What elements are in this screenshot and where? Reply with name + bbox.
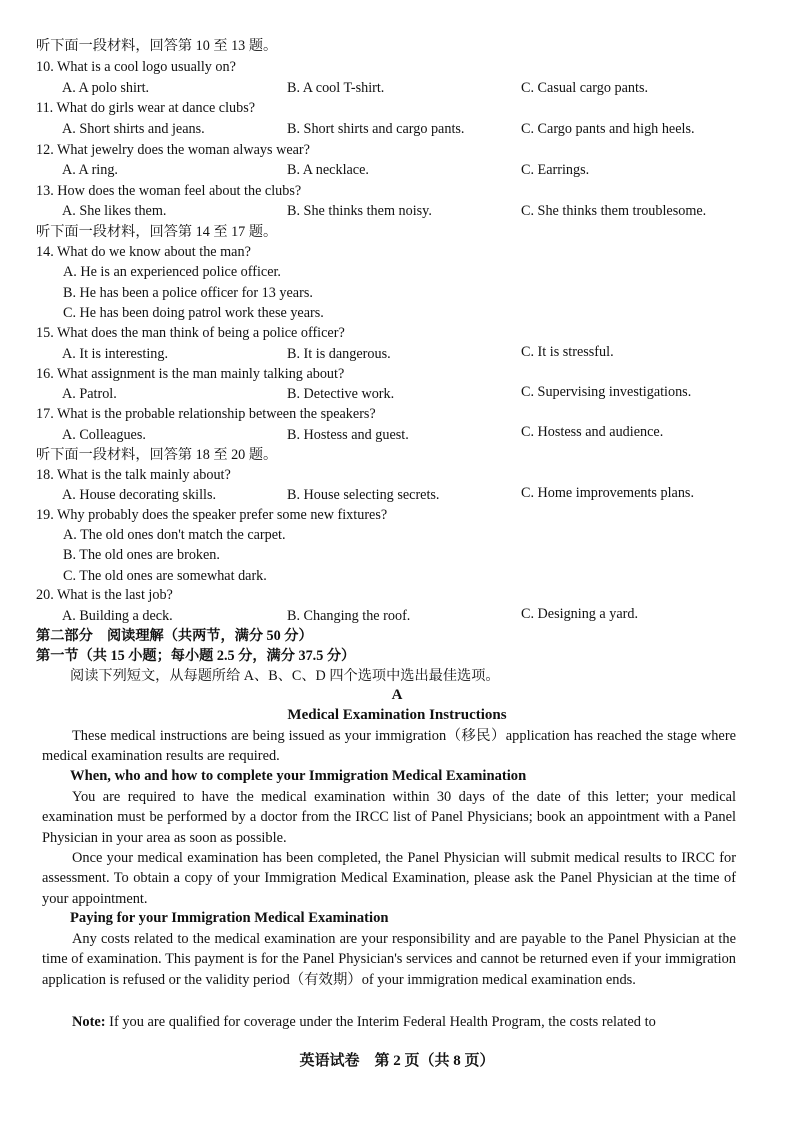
part-title: 第二部分 阅读理解（共两节，满分 50 分） — [36, 628, 313, 644]
question-text: 18. What is the talk mainly about? — [36, 467, 231, 483]
question-text: 20. What is the last job? — [36, 587, 173, 603]
option-a: A. House decorating skills. — [62, 487, 217, 503]
paragraph: You are required to have the medical examination within 30 days of the date of this letter; your medical examination must be performed by a doctor from the IRCC list of Panel Physicians; book an appointment with a Panel Physician in your area as soon as possible. — [42, 789, 736, 846]
section-intro: 听下面一段材料，回答第 10 至 13 题。 — [36, 38, 278, 54]
option-b: B. Short shirts and cargo pants. — [287, 121, 465, 137]
option-b: B. It is dangerous. — [287, 346, 391, 362]
option-a: A. Colleagues. — [62, 427, 146, 443]
option-a: A. It is interesting. — [62, 346, 168, 362]
paragraph: Any costs related to the medical examination are your responsibility and are payable to the Panel Physician at the time of examination. This payment is for the Panel Physician's services and cannot be returned even if your immigration application is refused or the validity period（有效期）of your immigration medical examination ends. — [42, 931, 736, 988]
question-text: 13. How does the woman feel about the clubs? — [36, 183, 302, 199]
option-a: A. She likes them. — [62, 203, 167, 219]
question-text: 19. Why probably does the speaker prefer some new fixtures? — [36, 507, 388, 523]
option-c: C. Casual cargo pants. — [521, 80, 649, 96]
subheading: Paying for your Immigration Medical Examination — [70, 910, 389, 926]
note-label: Note: — [72, 1014, 106, 1030]
section-intro: 听下面一段材料，回答第 14 至 17 题。 — [36, 224, 278, 240]
option-c: C. Hostess and audience. — [521, 424, 664, 440]
option-a: A. A ring. — [62, 162, 118, 178]
subheading: When, who and how to complete your Immigration Medical Examination — [70, 768, 527, 784]
option-c: C. Supervising investigations. — [521, 384, 692, 400]
option-a: A. Short shirts and jeans. — [62, 121, 205, 137]
option-b: B. House selecting secrets. — [287, 487, 440, 503]
paragraph: These medical instructions are being issued as your immigration（移民）application has reached the stage where medical examination results are required. — [42, 728, 736, 765]
option-a: A. Patrol. — [62, 386, 117, 402]
option-c: C. It is stressful. — [521, 344, 614, 360]
page-footer: 英语试卷 第 2 页（共 8 页） — [299, 1053, 495, 1069]
question-text: 15. What does the man think of being a police officer? — [36, 325, 345, 341]
section-intro: 听下面一段材料，回答第 18 至 20 题。 — [36, 447, 278, 463]
question-text: 17. What is the probable relationship between the speakers? — [36, 406, 376, 422]
passage-title: Medical Examination Instructions — [287, 707, 507, 723]
option-c: C. He has been doing patrol work these years. — [63, 305, 324, 321]
reading-instruction: 阅读下列短文，从每题所给 A、B、C、D 四个选项中选出最佳选项。 — [70, 668, 500, 684]
option-c: C. Designing a yard. — [521, 606, 639, 622]
paragraph: Once your medical examination has been completed, the Panel Physician will submit medical results to IRCC for assessment. To obtain a copy of your Immigration Medical Examination, please ask the Panel Physician at the time of your appointment. — [42, 850, 736, 907]
option-b: B. Detective work. — [287, 386, 395, 402]
option-a: A. A polo shirt. — [62, 80, 150, 96]
question-text: 16. What assignment is the man mainly talking about? — [36, 366, 345, 382]
option-b: B. She thinks them noisy. — [287, 203, 432, 219]
option-b: B. A necklace. — [287, 162, 369, 178]
passage-letter: A — [391, 687, 403, 703]
option-b: B. The old ones are broken. — [63, 547, 220, 563]
question-text: 11. What do girls wear at dance clubs? — [36, 100, 256, 116]
option-b: B. Changing the roof. — [287, 608, 411, 624]
option-c: C. Home improvements plans. — [521, 485, 694, 501]
note-paragraph — [42, 1012, 736, 1032]
option-a: A. Building a deck. — [62, 608, 173, 624]
question-text: 12. What jewelry does the woman always wear? — [36, 142, 310, 158]
option-b: B. A cool T-shirt. — [287, 80, 385, 96]
option-a: A. He is an experienced police officer. — [63, 264, 281, 280]
question-text: 10. What is a cool logo usually on? — [36, 59, 236, 75]
option-b: B. Hostess and guest. — [287, 427, 409, 443]
option-c: C. Earrings. — [521, 162, 590, 178]
question-text: 14. What do we know about the man? — [36, 244, 251, 260]
option-a: A. The old ones don't match the carpet. — [63, 527, 286, 543]
option-c: C. Cargo pants and high heels. — [521, 121, 695, 137]
option-c: C. She thinks them troublesome. — [521, 203, 707, 219]
option-b: B. He has been a police officer for 13 years. — [63, 285, 313, 301]
note-text: If you are qualified for coverage under the Interim Federal Health Program, the costs related to — [105, 1014, 656, 1030]
option-c: C. The old ones are somewhat dark. — [63, 568, 267, 584]
section-title: 第一节（共 15 小题；每小题 2.5 分，满分 37.5 分） — [36, 648, 356, 664]
